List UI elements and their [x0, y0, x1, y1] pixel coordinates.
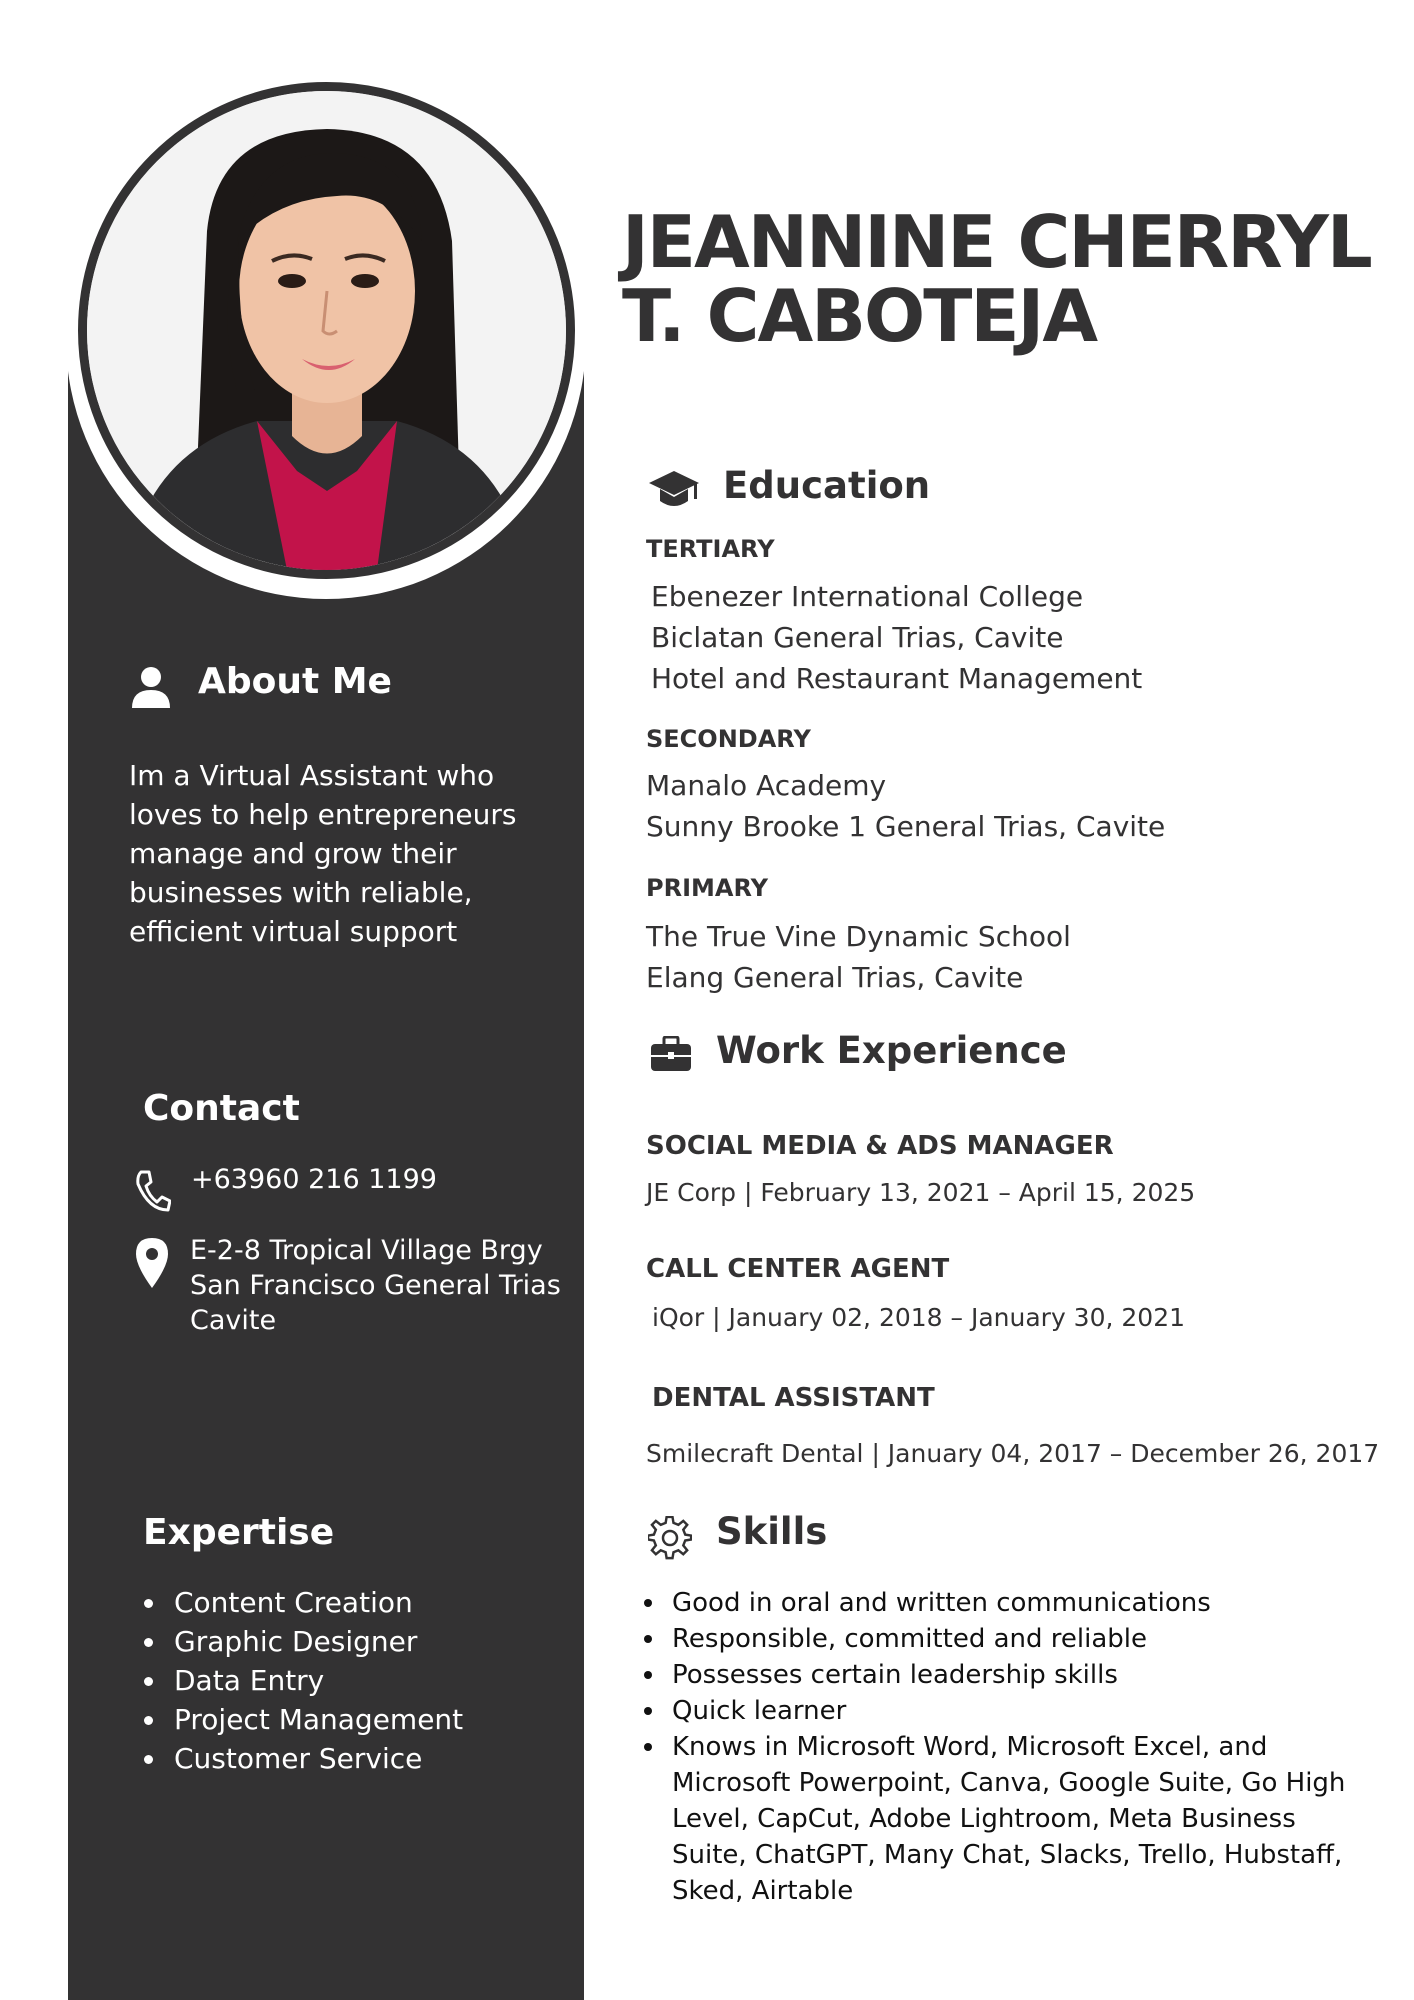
- list-item: Responsible, committed and reliable: [672, 1621, 1414, 1657]
- skills-list: [636, 1585, 1414, 1909]
- candidate-name: [622, 200, 1382, 358]
- list-item: Project Management: [174, 1700, 463, 1739]
- gear-icon: [648, 1516, 692, 1560]
- about-title: About Me: [198, 661, 392, 702]
- education-primary-details: [646, 916, 1071, 998]
- phone-icon: [135, 1170, 171, 1212]
- school-course: Hotel and Restaurant Management: [651, 662, 1143, 695]
- education-secondary-details: [646, 765, 1165, 847]
- job-title: CALL CENTER AGENT: [646, 1254, 950, 1284]
- education-tertiary-details: [651, 576, 1142, 699]
- school-address: Sunny Brooke 1 General Trias, Cavite: [646, 810, 1166, 843]
- job-title: DENTAL ASSISTANT: [652, 1383, 935, 1413]
- job-meta: JE Corp | February 13, 2021 – April 15, 2025: [646, 1178, 1196, 1207]
- school-name: Ebenezer International College: [651, 580, 1084, 613]
- profile-photo: [78, 82, 575, 579]
- education-level-secondary: SECONDARY: [646, 725, 811, 753]
- school-name: Manalo Academy: [646, 769, 887, 802]
- job-title: SOCIAL MEDIA & ADS MANAGER: [646, 1131, 1114, 1161]
- contact-phone: +63960 216 1199: [191, 1164, 437, 1195]
- education-level-tertiary: TERTIARY: [646, 535, 775, 563]
- list-item: Possesses certain leadership skills: [672, 1657, 1414, 1693]
- candidate-name-line1: JEANNINE CHERRYL: [622, 200, 1371, 284]
- list-item: Customer Service: [174, 1739, 463, 1778]
- briefcase-icon: [650, 1036, 692, 1072]
- list-item: Content Creation: [174, 1583, 463, 1622]
- list-item: Graphic Designer: [174, 1622, 463, 1661]
- candidate-name-line2: T. CABOTEJA: [622, 274, 1097, 358]
- user-icon: [130, 666, 172, 708]
- contact-address: E-2-8 Tropical Village Brgy San Francisco General Trias Cavite: [190, 1235, 561, 1336]
- list-item: Quick learner: [672, 1693, 1414, 1729]
- expertise-list: [138, 1583, 463, 1778]
- list-item: Good in oral and written communications: [672, 1585, 1414, 1621]
- list-item: Knows in Microsoft Word, Microsoft Excel, and Microsoft Powerpoint, Canva, Google Suite, Go High Level, CapCut, Adobe Lightroom, Meta Business Suite, ChatGPT, Many Chat, Slacks, Trello, Hubstaff, Sked, Airtable: [672, 1729, 1372, 1909]
- list-item: Data Entry: [174, 1661, 463, 1700]
- contact-title: Contact: [143, 1088, 300, 1129]
- school-address: Elang General Trias, Cavite: [646, 961, 1024, 994]
- school-address: Biclatan General Trias, Cavite: [651, 621, 1064, 654]
- job-meta: iQor | January 02, 2018 – January 30, 2021: [652, 1303, 1186, 1332]
- graduation-cap-icon: [648, 469, 700, 511]
- education-title: Education: [723, 464, 931, 507]
- expertise-title: Expertise: [143, 1512, 335, 1553]
- location-pin-icon: [134, 1236, 170, 1290]
- education-level-primary: PRIMARY: [646, 874, 769, 902]
- school-name: The True Vine Dynamic School: [646, 920, 1071, 953]
- profile-portrait-illustration: [87, 91, 566, 570]
- about-text: Im a Virtual Assistant who loves to help entrepreneurs manage and grow their businesses with reliable, efficient virtual support: [129, 759, 517, 948]
- skills-title: Skills: [716, 1510, 828, 1553]
- work-title: Work Experience: [716, 1029, 1067, 1072]
- job-meta: Smilecraft Dental | January 04, 2017 – December 26, 2017: [646, 1439, 1380, 1468]
